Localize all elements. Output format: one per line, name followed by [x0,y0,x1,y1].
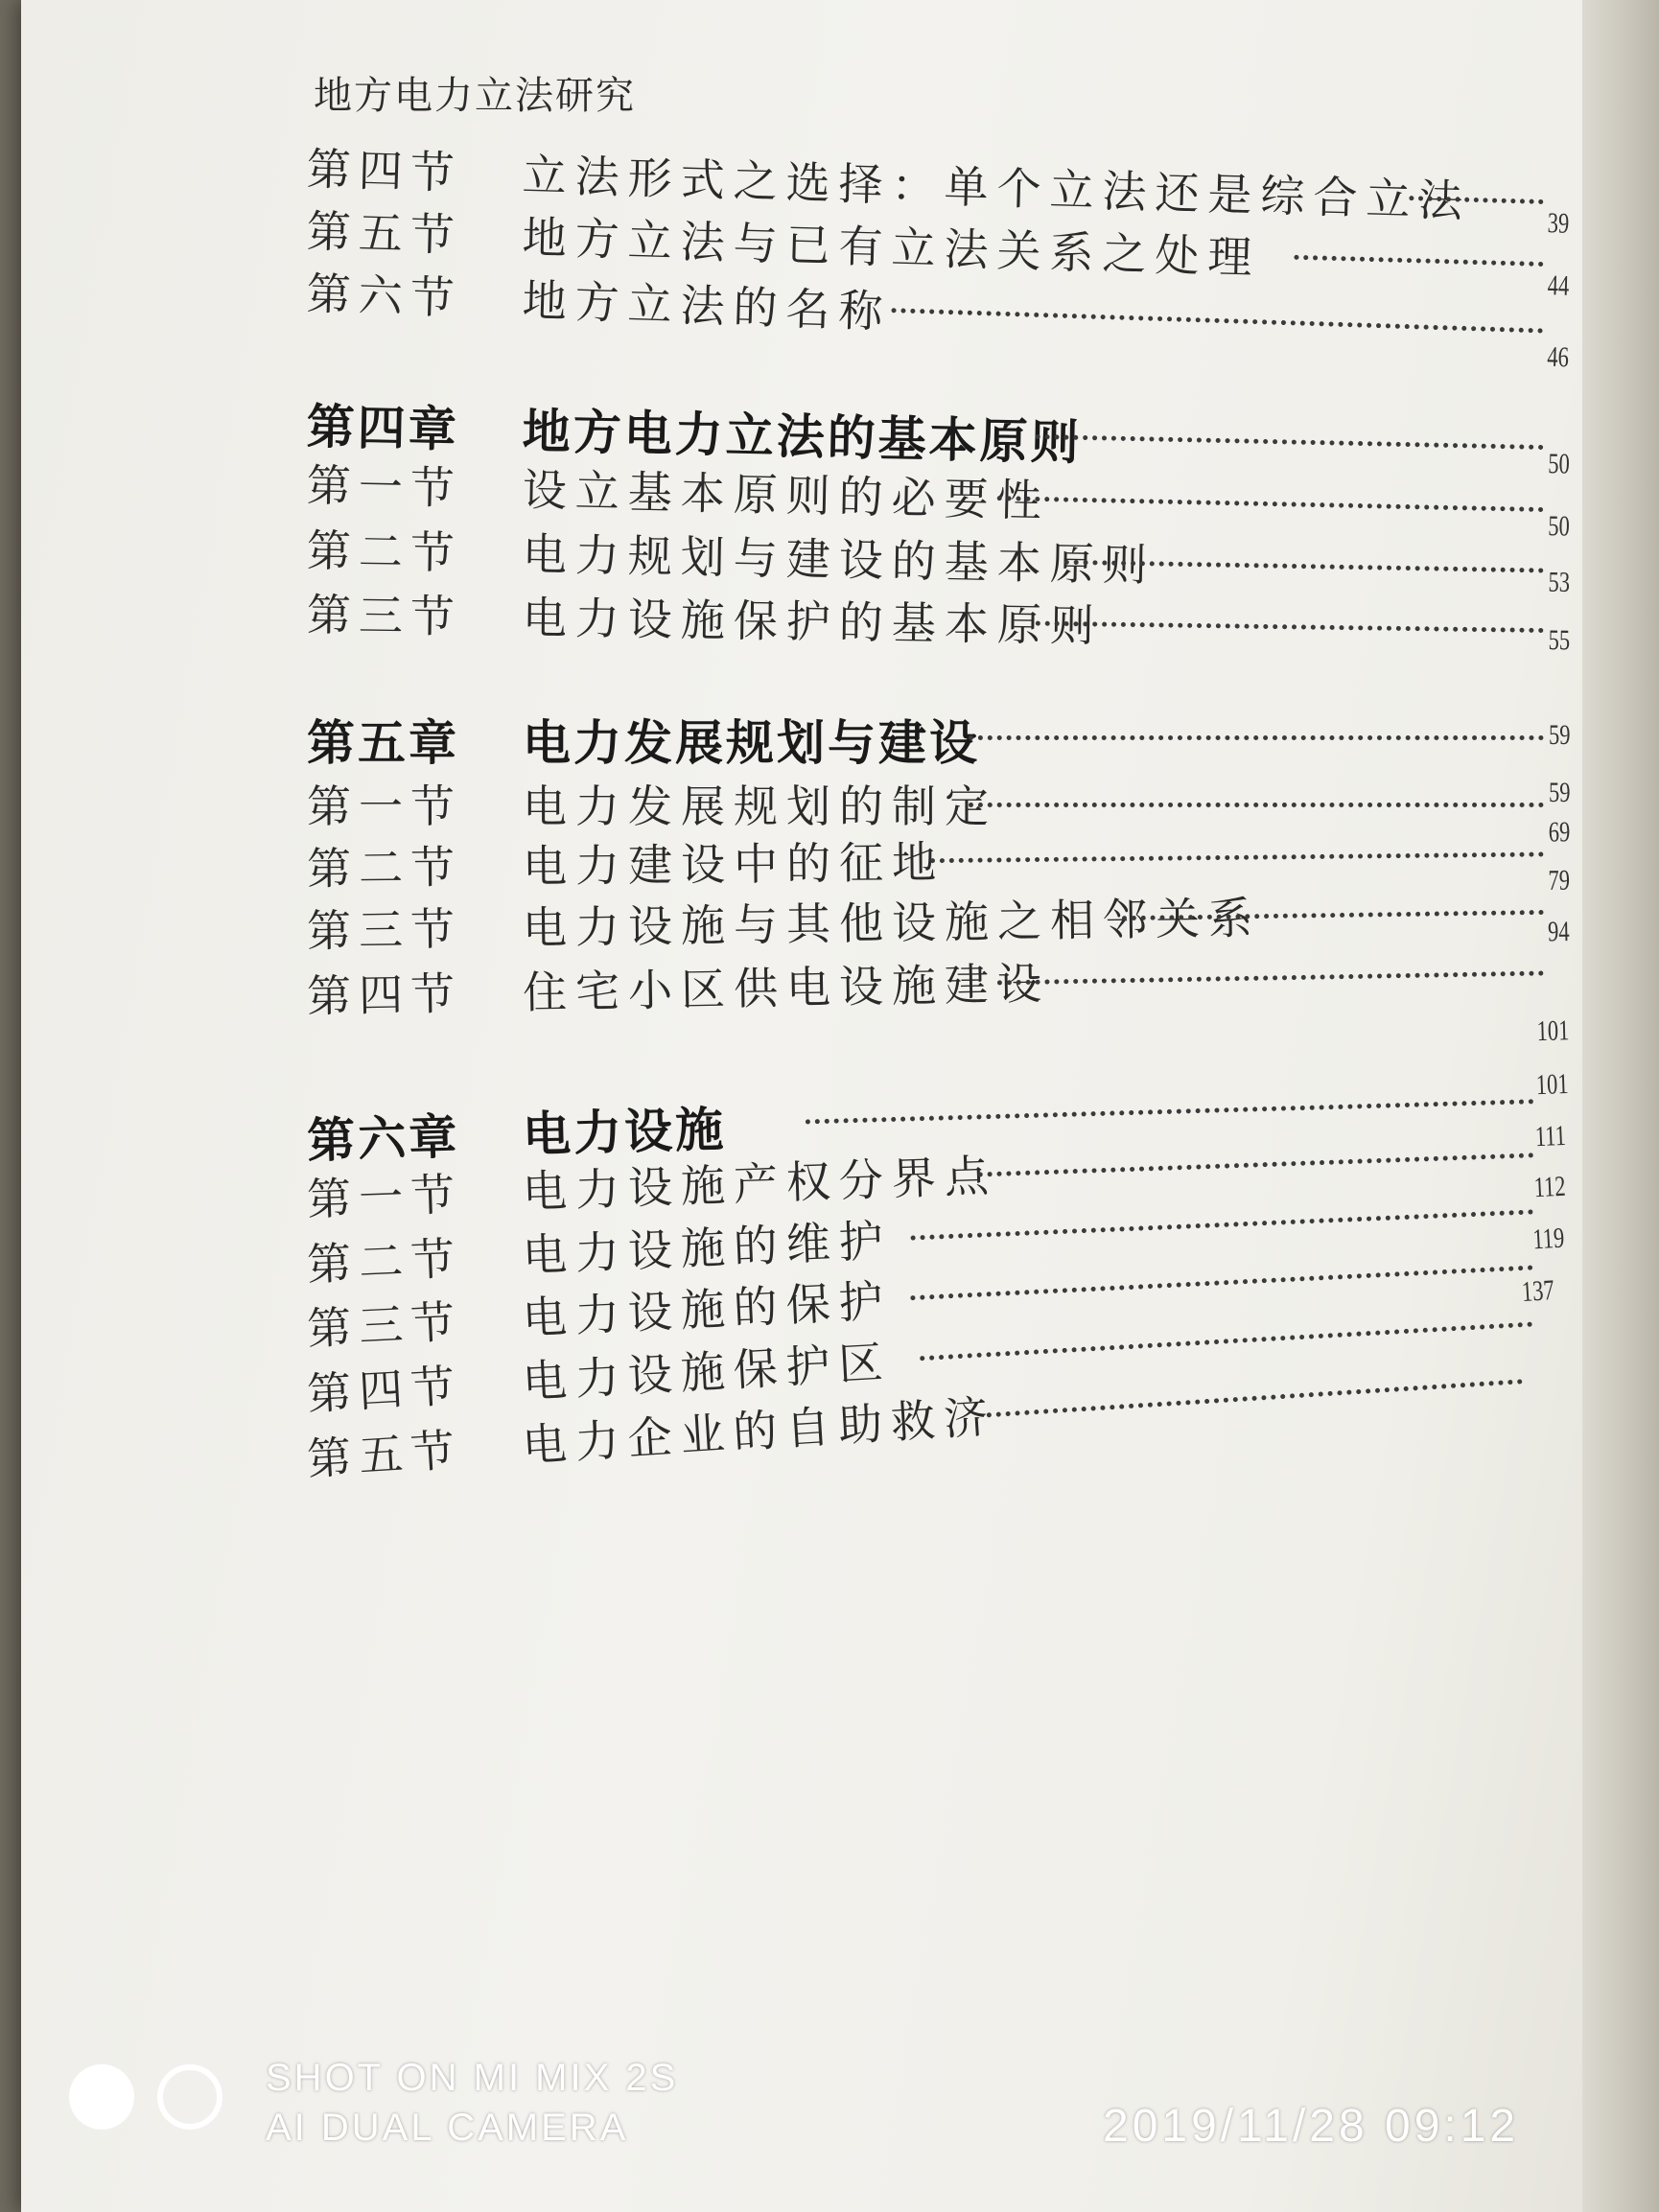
dot-leader [1036,434,1544,450]
dot-leader [1036,621,1544,633]
page-number: 44 [1547,269,1570,302]
chapter-number: 第六章 [306,1107,461,1169]
section-title: 电力发展规划的制定 [523,780,997,832]
section-title: 电力设施的维护 [521,1214,893,1282]
dot-leader [978,1153,1534,1176]
section-number: 第五节 [306,205,463,262]
dot-leader [987,1379,1523,1417]
lens-ring-icon [157,2064,222,2130]
section-title: 电力规划与建设的基本原则 [522,527,1157,592]
chapter-title: 电力发展规划与建设 [523,714,980,771]
section-number: 第三节 [305,1295,464,1355]
page-number: 137 [1520,1274,1555,1309]
page-number: 119 [1531,1222,1566,1256]
page-number: 50 [1547,448,1571,480]
page-number: 111 [1534,1119,1567,1153]
chapter-title: 地方电力立法的基本原则 [522,402,1083,471]
section-number: 第六节 [305,268,463,325]
section-number: 第四节 [305,1359,464,1420]
section-number: 第五节 [305,1423,464,1485]
section-title: 住宅小区供电设施建设 [522,957,1051,1019]
section-number: 第一节 [306,1168,464,1225]
page-number: 50 [1547,510,1571,543]
lens-dot-icon [69,2064,134,2130]
dot-leader [969,803,1544,807]
section-number: 第一节 [306,459,463,515]
section-number: 第二节 [306,841,463,895]
section-title: 电力企业的自助救济 [521,1389,998,1472]
section-number: 第四节 [306,143,463,199]
page-number: 59 [1549,777,1571,808]
section-title: 电力设施产权分界点 [522,1149,998,1219]
page-number: 112 [1532,1170,1567,1204]
camera-watermark [69,2057,932,2162]
toc-entry [307,772,1582,832]
chapter-number: 第五章 [307,714,459,771]
watermark-camera: AI DUAL CAMERA [266,2107,629,2149]
dot-leader [997,970,1544,985]
section-title: 电力设施与其他设施之相邻关系 [522,892,1262,954]
dot-leader [930,851,1544,863]
book-page [21,0,1642,2212]
chapter-number: 第四章 [306,398,460,458]
dot-leader [910,1265,1532,1300]
page-number: 69 [1548,816,1571,849]
section-title: 电力建设中的征地 [522,836,946,893]
section-number: 第四节 [306,967,463,1022]
page-number: 55 [1548,624,1571,657]
page-number: 59 [1549,719,1571,751]
section-title: 电力设施保护区 [521,1335,893,1409]
section-title: 地方立法的名称 [521,274,893,338]
section-number: 第二节 [306,1232,464,1291]
dot-leader [806,1099,1534,1124]
page-number: 53 [1548,566,1571,598]
photo-timestamp: 2019/11/28 09:12 [1103,2101,1520,2152]
page-number: 94 [1547,916,1570,948]
dot-leader [969,735,1544,740]
section-number: 第二节 [306,524,463,579]
running-head: 地方电力立法研究 [314,74,636,118]
toc-chapter [307,705,1582,771]
dot-leader [911,1209,1534,1240]
page-number: 46 [1546,340,1570,374]
dot-leader [1294,255,1543,267]
page-number: 79 [1548,864,1571,896]
page-number: 101 [1535,1068,1570,1102]
dot-leader [997,496,1544,512]
section-number: 第三节 [306,589,463,643]
section-title: 电力设施的保护 [521,1274,893,1344]
section-title: 立法形式之选择：单个立法还是综合立法 [521,149,1473,227]
section-number: 第一节 [307,780,462,832]
dot-leader [891,308,1543,333]
section-title: 电力设施保护的基本原则 [522,592,1104,652]
watermark-model: SHOT ON MI MIX 2S [266,2057,679,2099]
chapter-title: 电力设施 [522,1100,727,1163]
book-edge [1582,0,1659,2212]
page-number: 101 [1536,1014,1570,1048]
page-number: 39 [1547,207,1570,240]
section-title: 地方立法与已有立法关系之处理 [521,211,1262,284]
section-number: 第三节 [306,902,463,957]
section-title: 设立基本原则的必要性 [522,463,1051,527]
